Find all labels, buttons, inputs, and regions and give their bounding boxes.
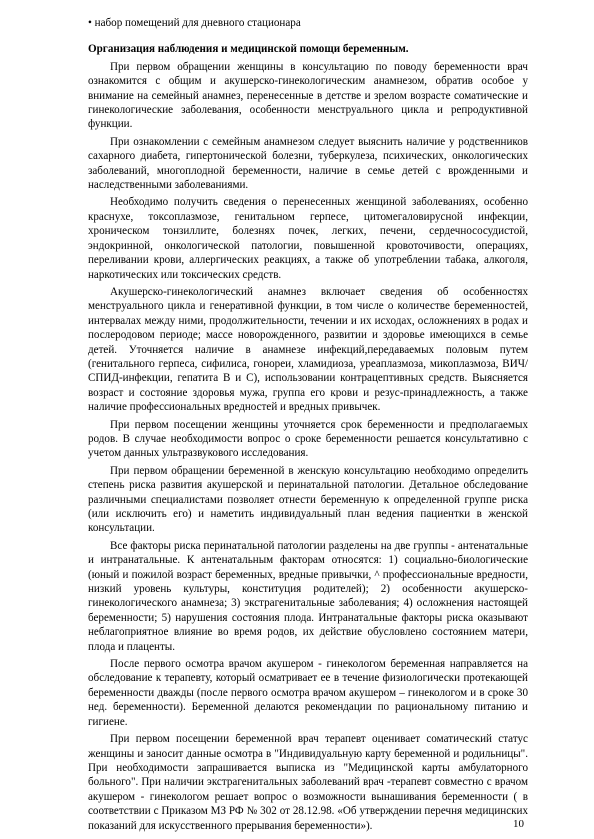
paragraph-9: При первом посещении беременной врач терапевт оценивает соматический статус женщины и заносит данные осмотра в "Индивидуальную карту беременной и родильницы". При необходимости запрашивается выписка из "Медицинской карты амбулаторного больного". При наличии экстрагенитальных заболеваний врач -терапевт совместно с врачом акушером - гинекологом решает вопрос о возможности вынашивания беременности ( в соответствии с Приказом МЗ РФ № 302 от 28.12.98. «Об утверждении перечня медицинских показаний для искусственного прерывания беременности»). [88,733,528,832]
page-number: 10 [513,818,524,830]
section-heading: Организация наблюдения и медицинской помощи беременным. [88,43,409,56]
bullet-item: • набор помещений для дневного стационара [88,17,301,29]
paragraph-7: Все факторы риска перинатальной патологии разделены на две группы - антенатальные и интранатальные. К антенатальным факторам относятся: 1) социально-биологические (юный и пожилой возраст беременных, вредные привычки, ^ профессиональные вредности, низкий уровень культуры, конституция родителей); 2) особенности акушерско-гинекологического анамнеза; 3) экстрагенитальные заболевания; 4) осложнения настоящей беременности; 5) нарушения состояния плода. Интранатальные факторы риска оказывают неблагоприятное влияние во время родов, их действие обусловлено состоянием матери, плода и плаценты. [88,539,528,653]
paragraph-6: При первом обращении беременной в женскую консультацию необходимо определить степень риска развития акушерской и перинатальной патологии. Детальное обследование различными специалистами позволяет отнести беременную к определенной группе риска (или исключить его) и наметить индивидуальный план ведения пациентки в женской консультации. [88,464,528,535]
paragraph-1: При первом обращении женщины в консультацию по поводу беременности врач ознакомится с общим и акушерско-гинекологическим анамнезом, обратив особое у внимание на семейный анамнез, перенесенные в детстве и зрелом возрасте соматические и гинекологические заболевания, особенности менструального цикла и репродуктивной функции. [88,60,528,131]
page-content [88,16,528,836]
paragraph-4: Акушерско-гинекологический анамнез включает сведения об особенностях менструального цикла и генеративной функции, в том числе о количестве беременностей, интервалах между ними, продолжительности, течении и их исходах, осложнениях в родах и послеродовом периоде; массе новорожденного, развитии и здоровье имеющихся в семье детей. Уточняется наличие в анамнезе инфекций,передаваемых половым путем (генитального герпеса, сифилиса, гонореи, хламидиоза, уреаплазмоза, микоплазмоза, ВИЧ/СПИД-инфекции, гепатита В и С), использовании контрацептивных средств. Выясняется возраст и состояние здоровья мужа, группа его крови и резус-принадлежность, а также наличие профессиональных вредностей и вредных привычек. [88,285,528,414]
paragraph-8: После первого осмотра врачом акушером - гинекологом беременная направляется на обследование к терапевту, который осматривает ее в течение физиологически протекающей беременности дважды (после первого осмотра врачом акушером – гинекологом и в сроке 30 нед. беременности). Беременной делаются рекомендации по рациональному питанию и гигиене. [88,658,528,728]
paragraph-3: Необходимо получить сведения о перенесенных женщиной заболеваниях, особенно краснухе, токсоплазмозе, генитальном герпесе, цитомегаловирусной инфекции, хроническом тонзиллите, болезнях почек, легких, печени, сердечнососудистой, эндокринной, онкологической патологии, повышенной кровоточивости, операциях, переливании крови, аллергических реакциях, а также об употреблении табака, алкоголя, наркотических или токсических средств. [88,196,528,281]
paragraph-5: При первом посещении женщины уточняется срок беременности и предполагаемых родов. В случае необходимости вопрос о сроке беременности решается консультативно с учетом данных ультразвукового исследования. [88,418,528,460]
paragraph-2: При ознакомлении с семейным анамнезом следует выяснить наличие у родственников сахарного диабета, гипертонической болезни, туберкулеза, психических, онкологических заболеваний, многоплодной беременности, наличие в семье детей с врожденными и наследственными заболеваниями. [88,135,528,192]
